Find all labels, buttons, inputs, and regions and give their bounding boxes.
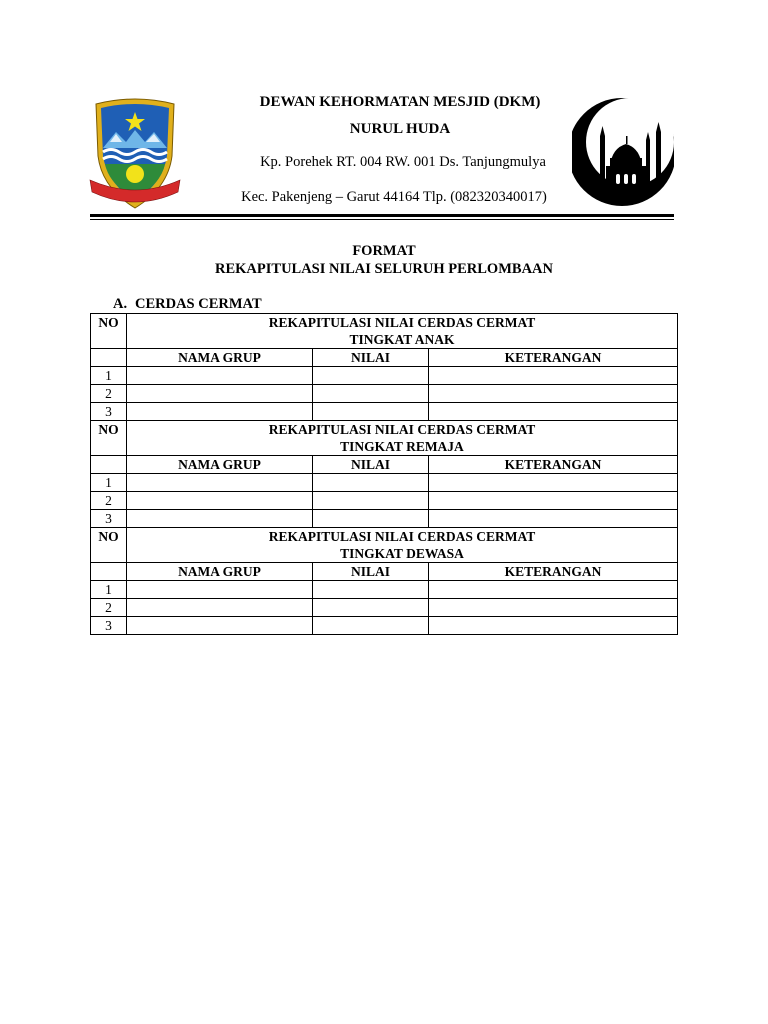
no-header: NO xyxy=(91,528,127,563)
no-header: NO xyxy=(91,314,127,349)
block-title-main: REKAPITULASI NILAI CERDAS CERMAT xyxy=(268,315,536,330)
nilai-cell[interactable] xyxy=(313,510,429,528)
block-title xyxy=(127,314,678,349)
section-title: CERDAS CERMAT xyxy=(135,296,262,312)
nilai-cell[interactable] xyxy=(313,581,429,599)
keterangan-cell[interactable] xyxy=(429,510,678,528)
column-header-keterangan: KETERANGAN xyxy=(429,563,678,581)
row-number: 2 xyxy=(91,492,127,510)
block-title-main: REKAPITULASI NILAI CERDAS CERMAT xyxy=(268,422,536,437)
table-row xyxy=(91,599,678,617)
keterangan-cell[interactable] xyxy=(429,617,678,635)
column-header-nama-grup: NAMA GRUP xyxy=(127,349,313,367)
table-row xyxy=(91,403,678,421)
block-title-level: TINGKAT ANAK xyxy=(349,332,455,347)
nama-grup-cell[interactable] xyxy=(127,367,313,385)
column-header-nilai: NILAI xyxy=(313,456,429,474)
column-header-nama-grup: NAMA GRUP xyxy=(127,563,313,581)
nilai-cell[interactable] xyxy=(313,617,429,635)
block-title-level: TINGKAT REMAJA xyxy=(340,439,464,454)
mosque-name: NURUL HUDA xyxy=(349,121,451,137)
recap-table xyxy=(90,313,678,635)
nama-grup-cell[interactable] xyxy=(127,403,313,421)
empty-cell xyxy=(91,349,127,367)
org-name: DEWAN KEHORMATAN MESJID (DKM) xyxy=(259,94,541,110)
block-title-main: REKAPITULASI NILAI CERDAS CERMAT xyxy=(268,529,536,544)
document-title-line-1: FORMAT xyxy=(352,243,416,259)
nilai-cell[interactable] xyxy=(313,385,429,403)
table-row xyxy=(91,510,678,528)
nilai-cell[interactable] xyxy=(313,403,429,421)
empty-cell xyxy=(91,456,127,474)
section-heading xyxy=(113,296,262,313)
keterangan-cell[interactable] xyxy=(429,599,678,617)
block-title-row xyxy=(91,314,678,349)
nama-grup-cell[interactable] xyxy=(127,492,313,510)
row-number: 3 xyxy=(91,617,127,635)
column-header-nilai: NILAI xyxy=(313,563,429,581)
section-letter: A. xyxy=(113,296,128,312)
document-title-line-2: REKAPITULASI NILAI SELURUH PERLOMBAAN xyxy=(215,261,553,277)
table-row xyxy=(91,492,678,510)
block-title xyxy=(127,528,678,563)
regency-emblem-icon xyxy=(88,96,182,214)
row-number: 1 xyxy=(91,474,127,492)
table-row xyxy=(91,617,678,635)
nilai-cell[interactable] xyxy=(313,367,429,385)
table-row xyxy=(91,581,678,599)
keterangan-cell[interactable] xyxy=(429,492,678,510)
column-header-row xyxy=(91,349,678,367)
column-header-row xyxy=(91,563,678,581)
table-row xyxy=(91,367,678,385)
row-number: 1 xyxy=(91,581,127,599)
table-row xyxy=(91,385,678,403)
address-line-1: Kp. Porehek RT. 004 RW. 001 Ds. Tanjungmulya xyxy=(260,154,546,170)
block-title-level: TINGKAT DEWASA xyxy=(340,546,464,561)
row-number: 2 xyxy=(91,599,127,617)
row-number: 3 xyxy=(91,510,127,528)
no-header: NO xyxy=(91,421,127,456)
nama-grup-cell[interactable] xyxy=(127,510,313,528)
keterangan-cell[interactable] xyxy=(429,385,678,403)
nilai-cell[interactable] xyxy=(313,492,429,510)
table-row xyxy=(91,474,678,492)
nilai-cell[interactable] xyxy=(313,474,429,492)
row-number: 2 xyxy=(91,385,127,403)
row-number: 1 xyxy=(91,367,127,385)
nama-grup-cell[interactable] xyxy=(127,599,313,617)
column-header-nama-grup: NAMA GRUP xyxy=(127,456,313,474)
block-title-row xyxy=(91,528,678,563)
nama-grup-cell[interactable] xyxy=(127,474,313,492)
row-number: 3 xyxy=(91,403,127,421)
block-title xyxy=(127,421,678,456)
nilai-cell[interactable] xyxy=(313,599,429,617)
block-title-row xyxy=(91,421,678,456)
crescent-moon-mosque-icon xyxy=(572,96,674,208)
keterangan-cell[interactable] xyxy=(429,367,678,385)
keterangan-cell[interactable] xyxy=(429,403,678,421)
column-header-nilai: NILAI xyxy=(313,349,429,367)
header-divider-thick xyxy=(90,214,674,217)
column-header-keterangan: KETERANGAN xyxy=(429,456,678,474)
column-header-keterangan: KETERANGAN xyxy=(429,349,678,367)
nama-grup-cell[interactable] xyxy=(127,617,313,635)
nama-grup-cell[interactable] xyxy=(127,385,313,403)
keterangan-cell[interactable] xyxy=(429,581,678,599)
address-line-2: Kec. Pakenjeng – Garut 44164 Tlp. (082320340017) xyxy=(241,189,547,205)
header-divider-thin xyxy=(90,219,674,220)
column-header-row xyxy=(91,456,678,474)
keterangan-cell[interactable] xyxy=(429,474,678,492)
empty-cell xyxy=(91,563,127,581)
nama-grup-cell[interactable] xyxy=(127,581,313,599)
